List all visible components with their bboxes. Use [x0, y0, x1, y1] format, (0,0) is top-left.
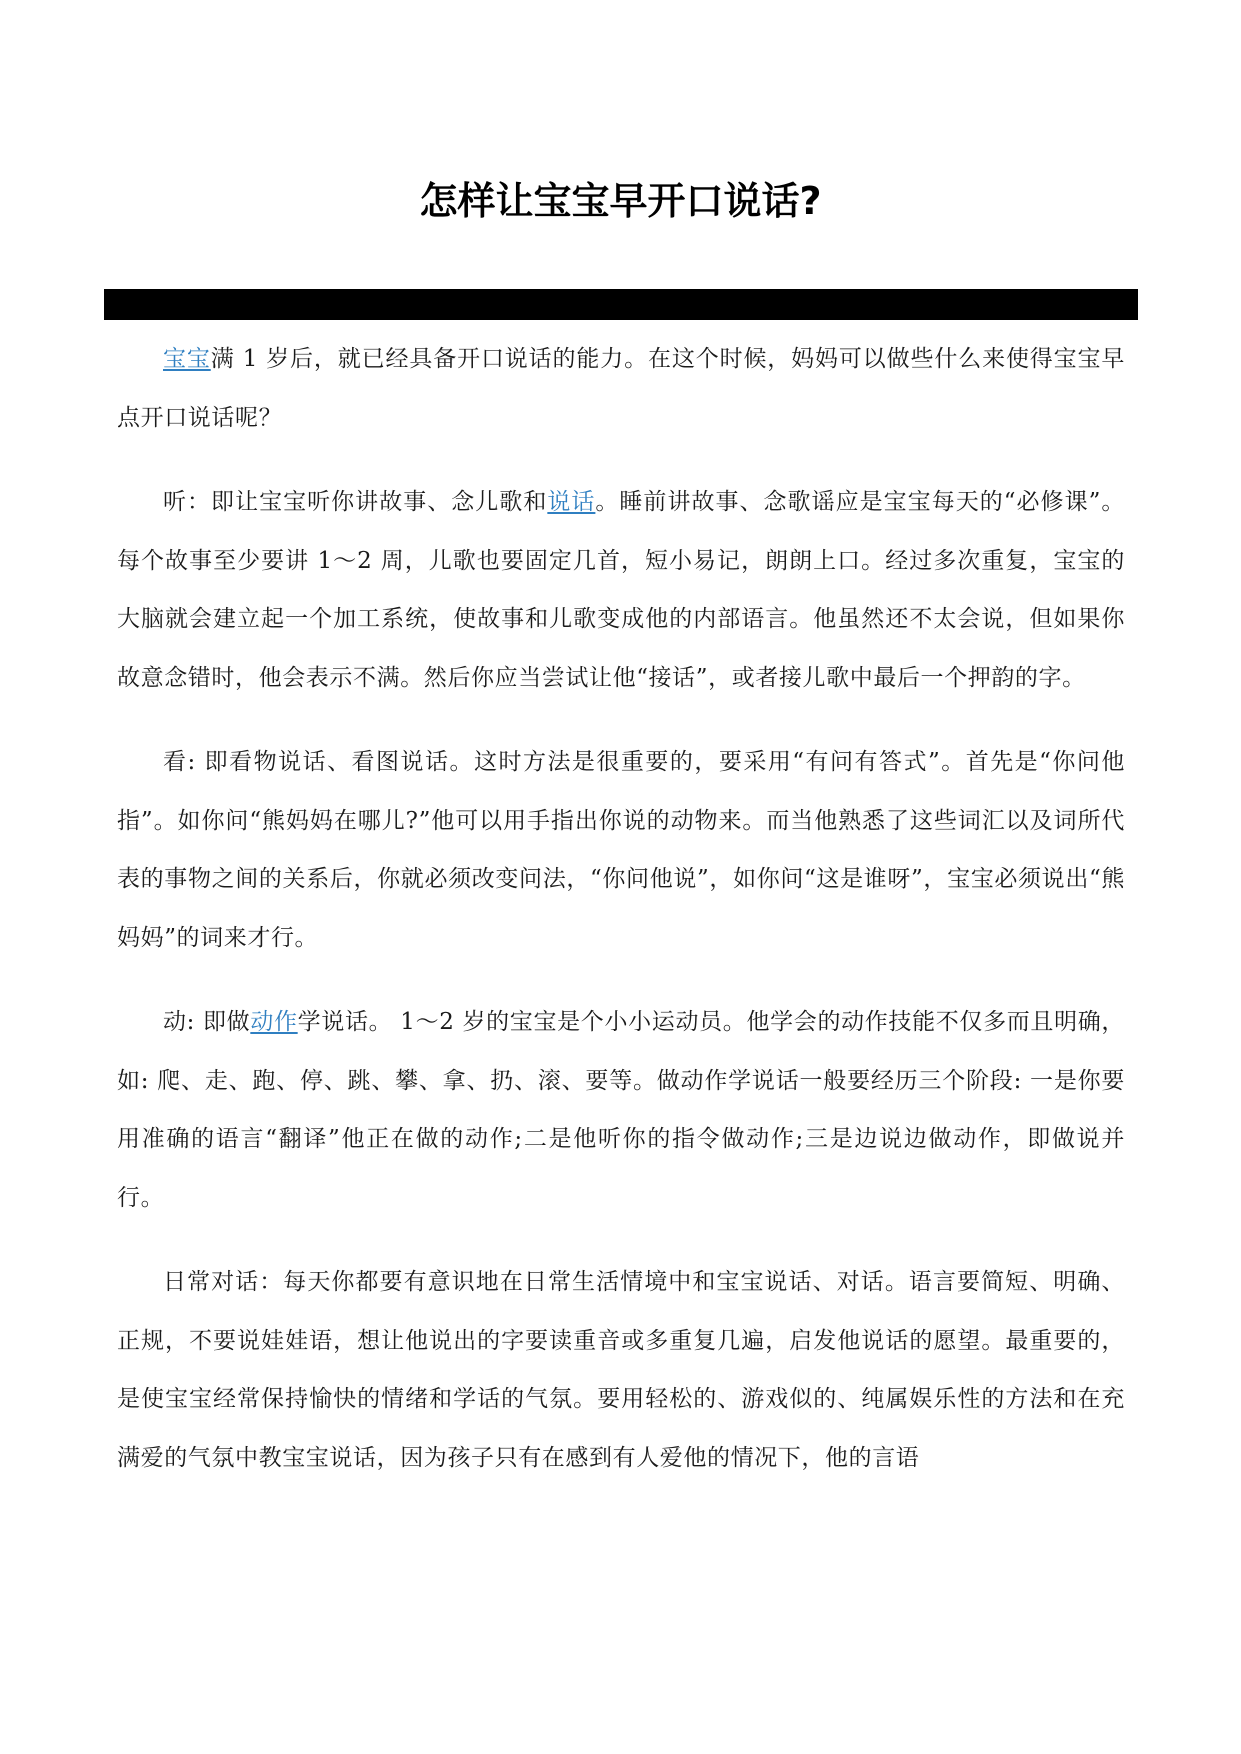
link-shuohua[interactable]: 说话	[547, 489, 596, 515]
paragraph-daily-conversation: 日常对话：每天你都要有意识地在日常生活情境中和宝宝说话、对话。语言要简短、明确、正规，不要说娃娃语，想让他说出的字要读重音或多重复几遍，启发他说话的愿望。最重要的，是使宝宝经常保持愉快的情绪和学话的气氛。要用轻松的、游戏似的、纯属娱乐性的方法和在充满爱的气氛中教宝宝说话，因为孩子只有在感到有人爱他的情况下，他的言语	[117, 1269, 1125, 1471]
paragraph-action-text-start: 动: 即做	[163, 1009, 251, 1035]
article-body	[117, 330, 1125, 1513]
paragraph-intro-text: 满 1 岁后，就已经具备开口说话的能力。在这个时候，妈妈可以做些什么来使得宝宝早点开口说话呢？	[117, 346, 1125, 431]
paragraph-listen-text-end: 。睡前讲故事、念歌谣应是宝宝每天的“必修课”。每个故事至少要讲 1～2 周，儿歌也要固定几首，短小易记，朗朗上口。经过多次重复，宝宝的大脑就会建立起一个加工系统，使故事和儿歌变成他的内部语言。他虽然还不太会说，但如果你故意念错时，他会表示不满。然后你应当尝试让他“接话”，或者接儿歌中最后一个押韵的字。	[117, 489, 1125, 691]
paragraph-listen	[117, 473, 1125, 707]
paragraph-listen-text-start: 听：即让宝宝听你讲故事、念儿歌和	[163, 489, 548, 515]
paragraph-action	[117, 993, 1125, 1227]
paragraph-intro	[117, 330, 1125, 447]
link-dongzuo[interactable]: 动作	[250, 1009, 298, 1035]
title-divider-bar	[104, 289, 1138, 320]
page-title: 怎样让宝宝早开口说话?	[419, 179, 822, 223]
paragraph-look: 看: 即看物说话、看图说话。这时方法是很重要的，要采用“有问有答式”。首先是“你问他指”。如你问“熊妈妈在哪儿?”他可以用手指出你说的动物来。而当他熟悉了这些词汇以及词所代表的事物之间的关系后，你就必须改变问法，“你问他说”，如你问“这是谁呀”，宝宝必须说出“熊妈妈”的词来才行。	[117, 749, 1125, 951]
paragraph-action-text-end: 学说话。 1～2 岁的宝宝是个小小运动员。他学会的动作技能不仅多而且明确，如: 爬、走、跑、停、跳、攀、拿、扔、滚、要等。做动作学说话一般要经历三个阶段: 一是你要用准确的语言“翻译”他正在做的动作;二是他听你的指令做动作;三是边说边做动作，即做说并行。	[117, 1009, 1126, 1211]
link-baobao[interactable]: 宝宝	[163, 346, 211, 372]
